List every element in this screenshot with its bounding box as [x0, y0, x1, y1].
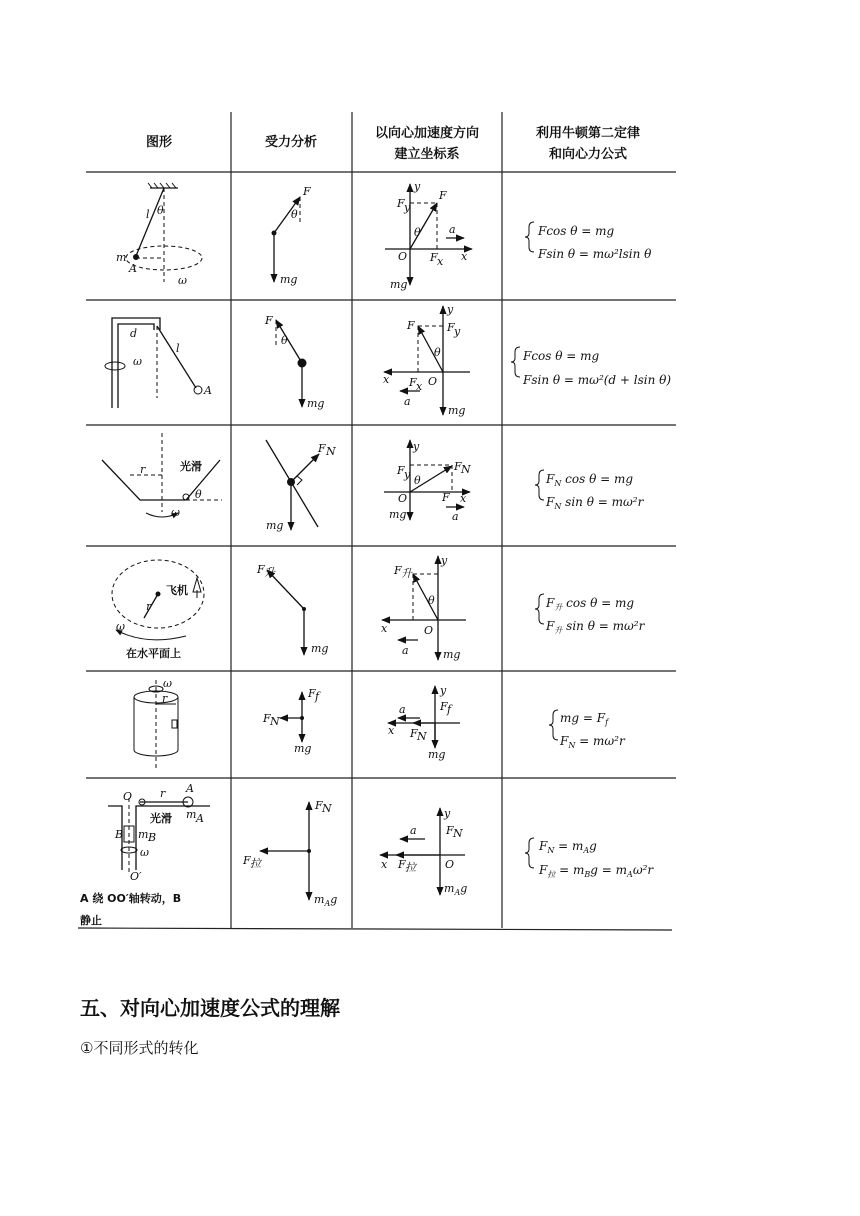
force-diagram-airplane	[256, 563, 328, 655]
svg-text:F: F	[409, 376, 417, 389]
row-rotating-frame	[105, 303, 671, 417]
svg-text:F: F	[243, 854, 251, 867]
svg-text:F: F	[440, 700, 448, 713]
svg-text:F升 cos θ = mg: $F_升$ cos θ = mg	[546, 596, 635, 612]
svg-text:N: N	[326, 445, 336, 458]
svg-text:a: a	[399, 703, 406, 716]
svg-text:Fsin θ = mω²(d + lsin θ): Fsin θ = mω²(d + lsin θ)	[523, 373, 672, 387]
svg-text:θ: θ	[195, 488, 202, 501]
equations-conical	[525, 222, 652, 261]
svg-text:B: B	[148, 831, 157, 844]
svg-text:mAg: $m_Ag$	[314, 893, 338, 908]
table-header	[146, 125, 640, 162]
svg-text:x: x	[388, 724, 395, 737]
svg-text:mAg: $m_Ag$	[444, 882, 468, 897]
force-diagram-conical	[272, 185, 312, 286]
svg-text:F: F	[439, 189, 447, 202]
coord-diagram-rotating	[383, 303, 470, 417]
figure-pulley	[80, 782, 210, 927]
svg-text:拉: 拉	[405, 861, 416, 874]
svg-text:F: F	[263, 712, 271, 725]
svg-text:a: a	[404, 395, 411, 408]
svg-text:r: r	[140, 463, 146, 476]
svg-text:y: y	[413, 440, 420, 453]
coord-diagram-airplane	[381, 554, 466, 661]
svg-text:升: 升	[264, 566, 275, 579]
row-smooth-cone	[102, 433, 645, 532]
svg-text:O: O	[123, 790, 133, 803]
svg-text:θ: θ	[428, 594, 435, 607]
svg-text:ω: ω	[178, 274, 187, 287]
svg-text:FN = mAg: $F_N = m_Ag$	[539, 839, 597, 855]
coord-diagram-cone	[384, 440, 471, 523]
svg-text:a: a	[410, 824, 417, 837]
svg-text:FN sin θ = mω²r: $F_N$ sin θ = mω²r	[546, 495, 644, 511]
row-rotating-cylinder	[134, 677, 626, 768]
svg-text:N: N	[322, 802, 332, 815]
svg-text:ω: ω	[133, 355, 142, 368]
svg-text:A: A	[186, 782, 194, 795]
svg-text:f: f	[315, 690, 320, 703]
equations-pulley	[525, 838, 654, 879]
svg-text:x: x	[460, 492, 467, 505]
svg-text:O: O	[398, 492, 408, 505]
svg-text:r: r	[160, 787, 166, 800]
svg-text:F: F	[257, 563, 265, 576]
svg-text:Fcos θ = mg: Fcos θ = mg	[523, 349, 600, 363]
svg-text:F: F	[454, 460, 462, 473]
force-diagram-cylinder	[262, 687, 321, 755]
svg-text:F: F	[308, 687, 316, 700]
svg-text:x: x	[461, 250, 468, 263]
svg-text:y: y	[454, 325, 461, 338]
svg-text:θ: θ	[281, 334, 288, 347]
svg-text:O: O	[445, 858, 455, 871]
figure-airplane	[112, 560, 204, 660]
svg-text:y: y	[440, 684, 447, 697]
figure-conical-pendulum	[116, 183, 202, 287]
svg-text:x: x	[381, 622, 388, 635]
svg-text:θ: θ	[414, 226, 421, 239]
svg-text:B: B	[115, 828, 124, 841]
svg-text:拉: 拉	[250, 857, 261, 870]
svg-text:a: a	[452, 510, 459, 523]
svg-text:A 绕 OO′轴转动，B: A 绕 OO′轴转动，B	[80, 892, 182, 905]
svg-text:mg: mg	[294, 742, 312, 755]
svg-text:y: y	[447, 303, 454, 316]
svg-text:mg: mg	[311, 642, 329, 655]
coord-diagram-cylinder	[388, 684, 460, 761]
subsection-item: ①不同形式的转化	[80, 1039, 199, 1057]
figure-cylinder	[134, 677, 178, 768]
svg-text:mg: mg	[448, 404, 466, 417]
svg-text:θ: θ	[434, 346, 441, 359]
svg-text:N: N	[417, 730, 427, 743]
svg-text:θ: θ	[291, 208, 298, 221]
figure-smooth-cone	[102, 433, 222, 519]
svg-text:d: d	[130, 327, 138, 340]
row-conical-pendulum	[116, 180, 652, 291]
svg-text:r: r	[146, 600, 152, 613]
svg-text:m: m	[186, 808, 197, 821]
svg-text:O′: O′	[130, 870, 142, 883]
svg-text:N: N	[461, 463, 471, 476]
row-pulley	[80, 782, 654, 927]
svg-text:Fsin θ = mω²lsin θ: Fsin θ = mω²lsin θ	[538, 247, 652, 261]
svg-text:F: F	[303, 185, 311, 198]
svg-text:在水平面上: 在水平面上	[126, 647, 181, 660]
svg-text:A: A	[196, 812, 204, 825]
header-coordinate-line2: 建立坐标系	[394, 147, 460, 162]
equations-rotating	[511, 347, 671, 387]
svg-text:mg: mg	[307, 397, 325, 410]
svg-text:FN = mω²r: $F_N = m\omega^2r$	[560, 734, 625, 750]
svg-text:y: y	[404, 201, 411, 214]
svg-text:mg: mg	[428, 748, 446, 761]
force-diagram-pulley	[242, 799, 337, 908]
svg-text:ω: ω	[116, 620, 125, 633]
svg-text:F: F	[442, 491, 450, 504]
header-figure: 图形	[145, 135, 173, 150]
svg-text:mg = Ff: mg = $F_f$	[560, 711, 609, 727]
svg-text:y: y	[444, 807, 451, 820]
equations-cylinder	[549, 710, 626, 750]
coord-diagram-conical	[385, 180, 472, 291]
svg-text:ω: ω	[140, 846, 149, 859]
header-newton-line1: 利用牛顿第二定律	[535, 126, 641, 141]
coord-diagram-pulley	[380, 807, 467, 897]
svg-text:飞机: 飞机	[166, 584, 188, 597]
svg-text:m: m	[138, 828, 149, 841]
section-title: 五、对向心加速度公式的理解	[80, 996, 340, 1020]
svg-text:y: y	[414, 180, 421, 193]
svg-text:ω: ω	[163, 677, 172, 690]
svg-text:F: F	[397, 464, 405, 477]
svg-text:F: F	[394, 564, 402, 577]
svg-text:静止: 静止	[80, 914, 102, 927]
svg-text:O: O	[424, 624, 434, 637]
svg-text:F拉 = mBg = mAω²r: $F_拉 = m_Bg = m_A\omega^2r$	[539, 863, 654, 879]
header-coordinate-line1: 以向心加速度方向	[374, 126, 480, 141]
equations-airplane	[535, 594, 646, 635]
svg-text:A: A	[129, 262, 137, 275]
svg-text:N: N	[270, 715, 280, 728]
header-newton-line2: 和向心力公式	[548, 147, 628, 162]
svg-text:O: O	[398, 250, 408, 263]
svg-text:O: O	[428, 375, 438, 388]
svg-text:F升 sin θ = mω²r: $F_升$ sin θ = mω²r	[546, 619, 645, 635]
svg-text:θ: θ	[157, 204, 164, 217]
svg-text:FN cos θ = mg: $F_N$ cos θ = mg	[546, 472, 634, 488]
svg-text:F: F	[398, 858, 406, 871]
svg-text:θ: θ	[414, 474, 421, 487]
svg-text:F: F	[397, 197, 405, 210]
svg-text:F: F	[407, 319, 415, 332]
svg-text:l: l	[146, 208, 150, 221]
svg-text:m: m	[116, 251, 127, 264]
svg-text:F: F	[318, 442, 326, 455]
svg-text:a: a	[402, 644, 409, 657]
svg-text:a: a	[449, 223, 456, 236]
row-airplane	[112, 554, 646, 661]
svg-text:F: F	[410, 727, 418, 740]
header-force-analysis: 受力分析	[264, 135, 318, 150]
svg-text:mg: mg	[390, 278, 408, 291]
svg-text:l: l	[176, 342, 180, 355]
svg-text:N: N	[453, 827, 463, 840]
svg-text:x: x	[416, 380, 423, 393]
svg-text:mg: mg	[266, 519, 284, 532]
svg-text:光滑: 光滑	[150, 812, 172, 825]
svg-text:F: F	[265, 314, 273, 327]
svg-text:r: r	[162, 692, 168, 705]
svg-text:升: 升	[401, 567, 412, 580]
svg-text:x: x	[437, 255, 444, 268]
svg-text:x: x	[381, 858, 388, 871]
svg-text:y: y	[404, 468, 411, 481]
svg-text:F: F	[447, 321, 455, 334]
svg-text:x: x	[383, 373, 390, 386]
svg-text:F: F	[430, 251, 438, 264]
figure-rotating-frame	[105, 318, 212, 408]
svg-text:ω: ω	[171, 506, 180, 519]
svg-text:F: F	[315, 799, 323, 812]
svg-text:y: y	[441, 554, 448, 567]
svg-text:mg: mg	[443, 648, 461, 661]
svg-text:光滑: 光滑	[180, 460, 202, 473]
equations-cone	[535, 470, 645, 511]
svg-text:mg: mg	[389, 508, 407, 521]
svg-text:Fcos θ = mg: Fcos θ = mg	[538, 224, 615, 238]
svg-text:A: A	[204, 384, 212, 397]
svg-text:f: f	[447, 703, 452, 716]
svg-text:mg: mg	[280, 273, 298, 286]
force-diagram-rotating	[264, 314, 324, 410]
svg-text:F: F	[446, 824, 454, 837]
force-diagram-cone	[266, 440, 336, 532]
